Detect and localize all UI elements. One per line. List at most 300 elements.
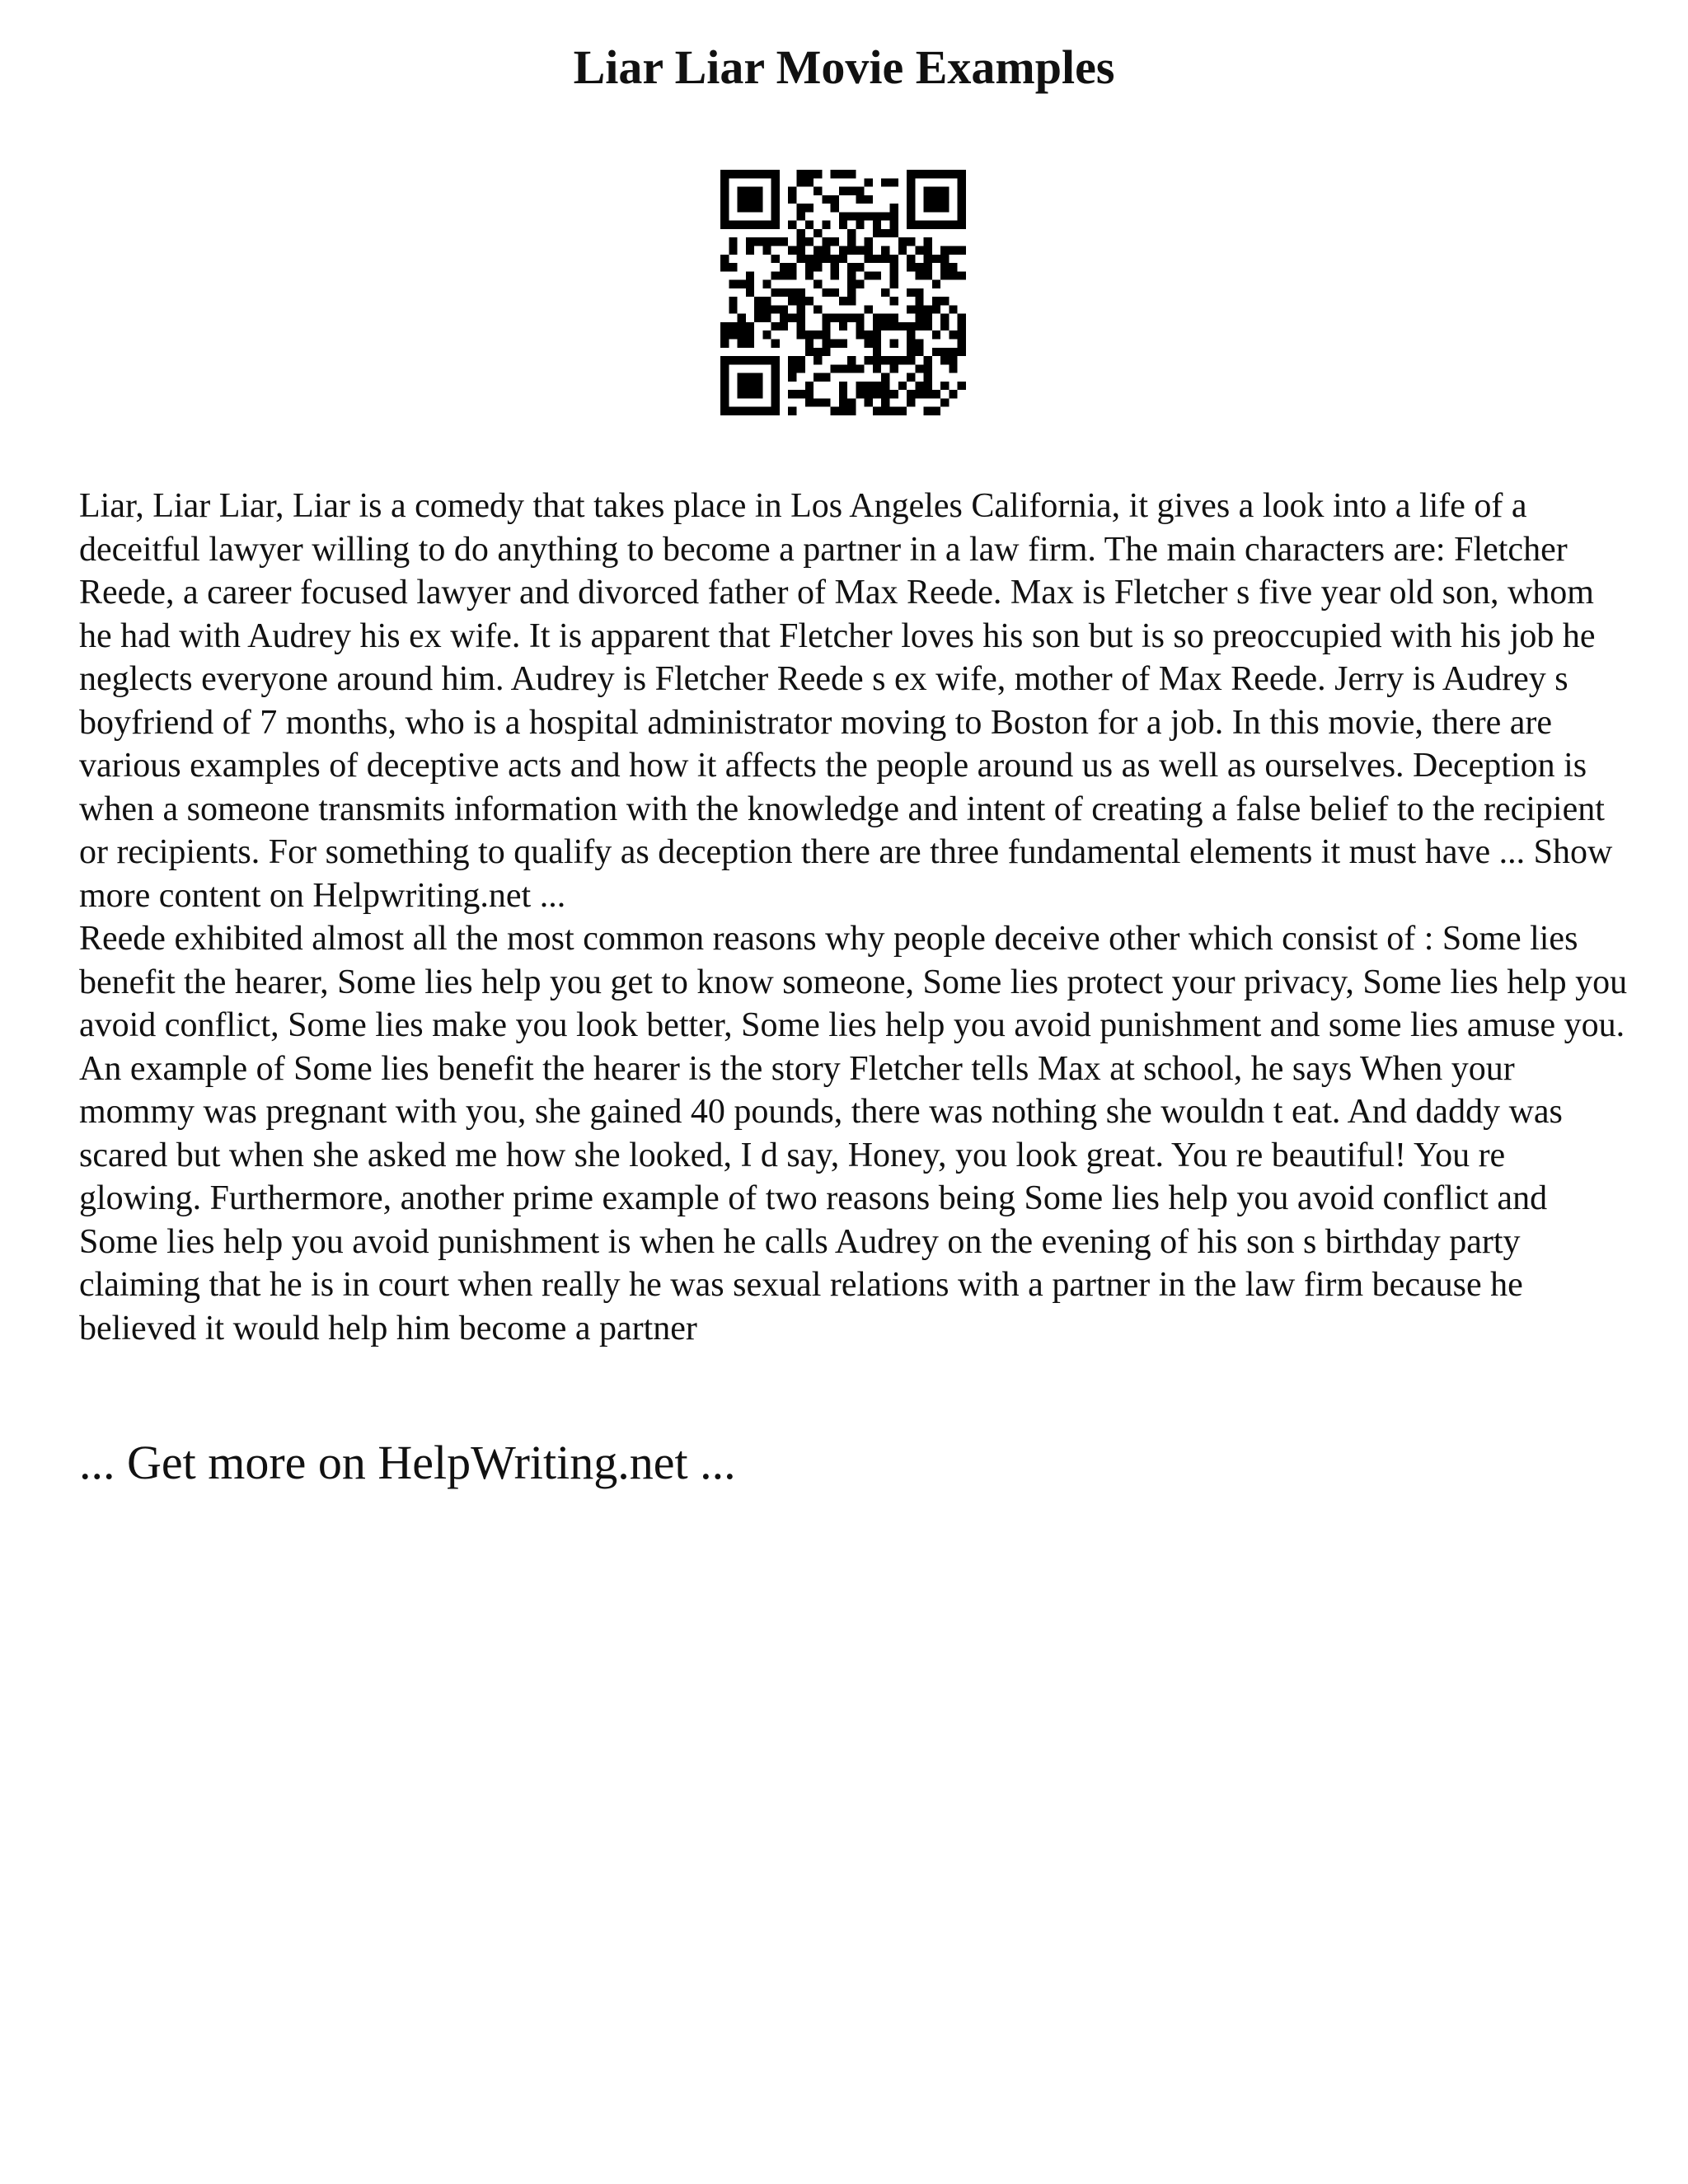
qr-module [940, 195, 949, 204]
qr-module [890, 356, 898, 364]
qr-module [873, 364, 881, 373]
qr-module [847, 271, 856, 279]
qr-module [873, 390, 881, 398]
qr-module [907, 178, 915, 186]
qr-module [738, 382, 746, 390]
qr-module [940, 263, 949, 271]
qr-module [847, 314, 856, 322]
qr-module [814, 373, 822, 382]
qr-module [839, 187, 847, 195]
qr-module [915, 221, 923, 229]
qr-module [856, 330, 864, 339]
qr-module [822, 348, 830, 356]
qr-module [865, 382, 873, 390]
qr-module [890, 229, 898, 237]
qr-module [924, 204, 932, 212]
qr-module [873, 348, 881, 356]
qr-module [898, 322, 907, 330]
qr-module [762, 221, 771, 229]
qr-module [762, 305, 771, 313]
qr-module [856, 390, 864, 398]
qr-module [771, 288, 780, 297]
qr-module [839, 297, 847, 305]
qr-module [940, 271, 949, 279]
qr-module [932, 330, 940, 339]
qr-module [729, 356, 737, 364]
qr-module [907, 204, 915, 212]
qr-module [865, 305, 873, 313]
qr-module [720, 170, 729, 178]
qr-module [796, 322, 804, 330]
qr-module [839, 170, 847, 178]
qr-module [831, 237, 839, 246]
qr-module [720, 356, 729, 364]
qr-module [932, 407, 940, 415]
qr-module [958, 246, 966, 254]
qr-module [865, 255, 873, 263]
qr-module [814, 246, 822, 254]
qr-module [949, 330, 957, 339]
qr-module [788, 314, 796, 322]
qr-module [780, 271, 788, 279]
qr-module [958, 178, 966, 186]
qr-module [754, 373, 762, 382]
qr-module [754, 356, 762, 364]
qr-module [771, 170, 780, 178]
qr-module [831, 340, 839, 348]
qr-module [822, 288, 830, 297]
qr-module [831, 288, 839, 297]
qr-module [754, 390, 762, 398]
qr-module [873, 382, 881, 390]
qr-module [932, 390, 940, 398]
qr-module [924, 237, 932, 246]
qr-module [788, 407, 796, 415]
qr-module [720, 212, 729, 220]
qr-module [839, 407, 847, 415]
qr-module [746, 340, 754, 348]
qr-module [847, 288, 856, 297]
qr-module [729, 407, 737, 415]
qr-module [720, 263, 729, 271]
qr-module [746, 382, 754, 390]
qr-module [958, 322, 966, 330]
qr-module [865, 212, 873, 220]
qr-module [847, 212, 856, 220]
qr-module [720, 221, 729, 229]
qr-module [881, 246, 889, 254]
qr-module [720, 178, 729, 186]
qr-module [796, 178, 804, 186]
qr-module [907, 187, 915, 195]
qr-module [958, 314, 966, 322]
qr-module [932, 204, 940, 212]
qr-module [788, 390, 796, 398]
qr-module [958, 271, 966, 279]
qr-module [924, 364, 932, 373]
qr-module [847, 187, 856, 195]
qr-module [881, 373, 889, 382]
qr-module [865, 271, 873, 279]
qr-module [746, 195, 754, 204]
qr-module [805, 255, 814, 263]
qr-module [720, 255, 729, 263]
qr-module [865, 246, 873, 254]
qr-module [856, 195, 864, 204]
qr-module [881, 398, 889, 406]
qr-module [873, 229, 881, 237]
qr-module [754, 195, 762, 204]
qr-module [796, 229, 804, 237]
qr-module [865, 356, 873, 364]
qr-module [839, 382, 847, 390]
qr-module [940, 348, 949, 356]
qr-module [771, 407, 780, 415]
qr-module [907, 356, 915, 364]
qr-module [881, 322, 889, 330]
qr-module [915, 271, 923, 279]
qr-module [746, 221, 754, 229]
qr-module [814, 255, 822, 263]
qr-module [873, 314, 881, 322]
qr-module [839, 246, 847, 254]
qr-module [865, 398, 873, 406]
qr-module [788, 288, 796, 297]
qr-module [890, 407, 898, 415]
qr-module [924, 407, 932, 415]
qr-module [814, 229, 822, 237]
qr-module [881, 407, 889, 415]
qr-module [924, 187, 932, 195]
qr-module [881, 212, 889, 220]
qr-module [814, 330, 822, 339]
qr-module [805, 178, 814, 186]
qr-module [822, 237, 830, 246]
qr-module [814, 356, 822, 364]
qr-module [949, 305, 957, 313]
qr-module [932, 170, 940, 178]
qr-module [881, 178, 889, 186]
qr-module [915, 364, 923, 373]
qr-module [949, 348, 957, 356]
qr-module [762, 170, 771, 178]
qr-module [729, 263, 737, 271]
qr-module [890, 263, 898, 271]
qr-module [738, 195, 746, 204]
qr-code-graphic [720, 170, 966, 415]
qr-module [788, 187, 796, 195]
qr-module [746, 187, 754, 195]
qr-module [856, 246, 864, 254]
qr-module [949, 263, 957, 271]
qr-module [762, 330, 771, 339]
qr-module [822, 246, 830, 254]
qr-module [720, 382, 729, 390]
qr-module [754, 382, 762, 390]
qr-module [873, 356, 881, 364]
qr-module [746, 170, 754, 178]
qr-module [881, 390, 889, 398]
qr-module [907, 288, 915, 297]
qr-module [881, 255, 889, 263]
qr-module [915, 314, 923, 322]
qr-module [940, 297, 949, 305]
qr-module [762, 356, 771, 364]
qr-module [856, 280, 864, 288]
qr-module [856, 314, 864, 322]
qr-module [805, 330, 814, 339]
qr-module [796, 204, 804, 212]
qr-module [907, 237, 915, 246]
qr-module [958, 195, 966, 204]
qr-module [805, 340, 814, 348]
qr-module [847, 280, 856, 288]
qr-module [796, 212, 804, 220]
qr-module [738, 356, 746, 364]
qr-module [762, 280, 771, 288]
qr-module [856, 322, 864, 330]
qr-module [822, 330, 830, 339]
qr-module [738, 204, 746, 212]
qr-module [805, 237, 814, 246]
qr-module [890, 255, 898, 263]
qr-module [822, 221, 830, 229]
qr-module [881, 229, 889, 237]
qr-module [898, 407, 907, 415]
qr-module [771, 195, 780, 204]
qr-module [771, 305, 780, 313]
qr-module [915, 297, 923, 305]
qr-module [720, 390, 729, 398]
qr-module [847, 229, 856, 237]
qr-module [924, 263, 932, 271]
qr-module [839, 212, 847, 220]
qr-module [754, 314, 762, 322]
qr-module [949, 221, 957, 229]
qr-module [738, 407, 746, 415]
qr-module [796, 364, 804, 373]
qr-module [754, 237, 762, 246]
qr-module [940, 382, 949, 390]
article-body [79, 485, 1629, 1350]
qr-module [805, 297, 814, 305]
qr-module [822, 195, 830, 204]
qr-module [924, 356, 932, 364]
qr-module [915, 348, 923, 356]
qr-module [771, 187, 780, 195]
qr-module [873, 271, 881, 279]
qr-module [924, 271, 932, 279]
qr-module [924, 390, 932, 398]
page-title: Liar Liar Movie Examples [573, 40, 1115, 94]
qr-module [839, 390, 847, 398]
qr-module [720, 364, 729, 373]
qr-module [907, 263, 915, 271]
qr-module [856, 263, 864, 271]
qr-module [949, 246, 957, 254]
qr-module [720, 322, 729, 330]
qr-module [839, 398, 847, 406]
qr-module [949, 271, 957, 279]
qr-module [788, 221, 796, 229]
qr-module [746, 330, 754, 339]
qr-module [847, 246, 856, 254]
qr-module [847, 407, 856, 415]
qr-module [932, 255, 940, 263]
qr-module [924, 246, 932, 254]
qr-module [805, 348, 814, 356]
qr-module [898, 237, 907, 246]
qr-module [831, 364, 839, 373]
qr-module [729, 305, 737, 313]
qr-module [788, 364, 796, 373]
qr-module [754, 187, 762, 195]
qr-module [907, 390, 915, 398]
qr-module [780, 314, 788, 322]
qr-module [839, 340, 847, 348]
qr-module [780, 305, 788, 313]
qr-module [771, 322, 780, 330]
qr-module [796, 170, 804, 178]
qr-module [822, 398, 830, 406]
qr-module [847, 398, 856, 406]
qr-module [915, 288, 923, 297]
qr-module [805, 221, 814, 229]
qr-module [831, 204, 839, 212]
qr-module [771, 356, 780, 364]
qr-module [873, 221, 881, 229]
qr-module [865, 237, 873, 246]
qr-module [720, 195, 729, 204]
qr-module [924, 322, 932, 330]
qr-module [754, 204, 762, 212]
qr-module [890, 178, 898, 186]
qr-module [796, 390, 804, 398]
qr-module [924, 195, 932, 204]
qr-module [814, 305, 822, 313]
qr-module [814, 280, 822, 288]
qr-module [796, 255, 804, 263]
qr-module [940, 170, 949, 178]
qr-module [729, 237, 737, 246]
qr-module [788, 263, 796, 271]
qr-module [873, 322, 881, 330]
qr-module [958, 340, 966, 348]
qr-module [924, 170, 932, 178]
qr-module [839, 364, 847, 373]
qr-module [788, 246, 796, 254]
qr-module [881, 382, 889, 390]
qr-module [949, 390, 957, 398]
qr-module [771, 204, 780, 212]
qr-module [856, 187, 864, 195]
qr-module [780, 288, 788, 297]
qr-module [754, 407, 762, 415]
qr-module [805, 382, 814, 390]
qr-module [839, 314, 847, 322]
qr-module [907, 348, 915, 356]
qr-module [881, 288, 889, 297]
qr-module [907, 170, 915, 178]
qr-module [771, 398, 780, 406]
qr-module [720, 330, 729, 339]
qr-module [907, 221, 915, 229]
qr-module [847, 237, 856, 246]
qr-module [814, 170, 822, 178]
qr-module [924, 314, 932, 322]
qr-module [762, 246, 771, 254]
qr-module [822, 340, 830, 348]
qr-module [924, 221, 932, 229]
qr-module [881, 356, 889, 364]
qr-module [940, 314, 949, 322]
qr-module [847, 263, 856, 271]
qr-module [771, 271, 780, 279]
qr-module [940, 221, 949, 229]
qr-module [831, 170, 839, 178]
qr-module [958, 204, 966, 212]
qr-module [890, 204, 898, 212]
qr-module [796, 237, 804, 246]
qr-module [729, 330, 737, 339]
get-more-link[interactable]: ... Get more on HelpWriting.net ... [79, 1436, 736, 1489]
qr-module [771, 373, 780, 382]
qr-module [831, 271, 839, 279]
qr-module [738, 373, 746, 382]
qr-module [771, 382, 780, 390]
qr-module [915, 382, 923, 390]
qr-module [788, 271, 796, 279]
qr-module [720, 398, 729, 406]
qr-module [873, 255, 881, 263]
qr-module [932, 348, 940, 356]
qr-module [746, 407, 754, 415]
qr-module [915, 263, 923, 271]
qr-module [839, 221, 847, 229]
qr-module [771, 237, 780, 246]
qr-module [907, 255, 915, 263]
qr-module [738, 330, 746, 339]
qr-module [890, 364, 898, 373]
qr-module [729, 170, 737, 178]
qr-module [915, 170, 923, 178]
qr-module [839, 322, 847, 330]
qr-module [738, 170, 746, 178]
qr-module [847, 364, 856, 373]
qr-module [720, 340, 729, 348]
qr-module [729, 297, 737, 305]
qr-module [746, 280, 754, 288]
qr-module [822, 373, 830, 382]
qr-module [788, 356, 796, 364]
qr-module [907, 398, 915, 406]
qr-module [915, 390, 923, 398]
qr-module [907, 340, 915, 348]
qr-code-icon [720, 170, 966, 415]
qr-module [890, 390, 898, 398]
qr-module [865, 340, 873, 348]
qr-module [873, 330, 881, 339]
qr-module [780, 263, 788, 271]
qr-module [856, 212, 864, 220]
qr-module [831, 314, 839, 322]
qr-module [958, 382, 966, 390]
qr-module [729, 221, 737, 229]
qr-module [738, 187, 746, 195]
qr-module [890, 322, 898, 330]
qr-module [805, 390, 814, 398]
qr-module [915, 305, 923, 313]
